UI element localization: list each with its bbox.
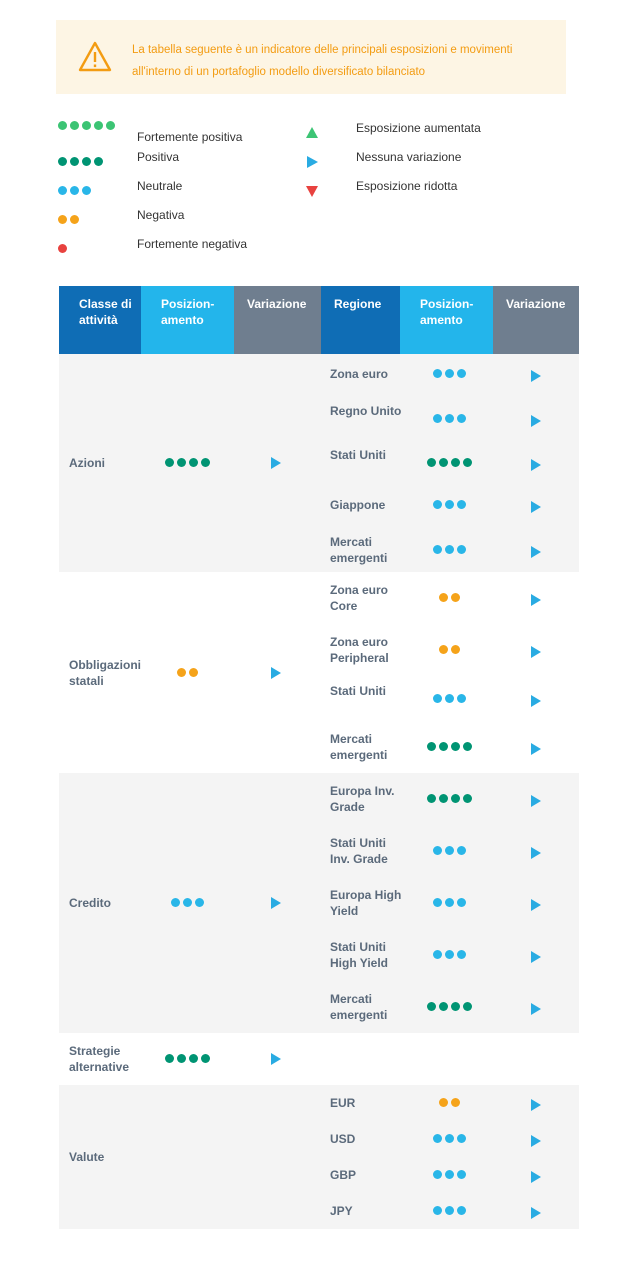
legend-label-positive: Positiva <box>137 150 180 164</box>
region-name: Zona euro <box>330 367 389 381</box>
region-name: Stati Uniti <box>330 683 386 698</box>
region-name: Stati Uniti Inv. Grade <box>330 836 388 866</box>
no-change-arrow-icon <box>531 646 541 658</box>
header-region-positioning: Posizion- amento <box>400 286 493 354</box>
no-change-arrow-icon <box>531 899 541 911</box>
region-name: Mercati emergenti <box>330 534 388 565</box>
no-change-arrow-icon <box>531 1171 541 1183</box>
header-asset-class: Classe di attività <box>59 286 141 354</box>
legend-label-decrease: Esposizione ridotta <box>356 179 458 193</box>
region-name: JPY <box>330 1204 353 1218</box>
region-positioning-dots <box>433 1134 466 1143</box>
region-positioning-dots <box>427 742 472 751</box>
region-positioning-dots <box>433 950 466 959</box>
region-positioning-dots <box>433 846 466 855</box>
legend-label-strong-negative: Fortemente negativa <box>137 237 248 251</box>
no-change-arrow-icon <box>531 1135 541 1147</box>
header-region: Regione <box>321 286 400 354</box>
info-notice <box>56 20 566 94</box>
warning-icon <box>78 40 112 74</box>
asset-group <box>59 354 579 572</box>
asset-group <box>59 773 579 1033</box>
asset-class-name: Azioni <box>69 456 105 470</box>
asset-class-name: Credito <box>69 896 111 910</box>
asset-group <box>59 1085 579 1229</box>
header-region-change: Variazione <box>493 286 579 354</box>
no-change-arrow-icon <box>531 594 541 606</box>
notice-text: La tabella seguente è un indicatore delle principali esposizioni e movimenti all'interno di un portafoglio modello diversificato bilanciato <box>132 44 513 78</box>
region-positioning-dots <box>433 545 466 554</box>
region-positioning-dots <box>427 458 472 467</box>
region-name: Zona euro Peripheral <box>330 635 389 665</box>
region-name: Mercati emergenti <box>330 732 388 762</box>
asset-positioning-dots <box>177 668 198 677</box>
region-positioning-dots <box>433 414 466 423</box>
asset-positioning-dots <box>165 1054 210 1063</box>
asset-positioning-dots <box>165 458 210 467</box>
region-name: Europa High Yield <box>330 888 402 918</box>
legend-dots-strong-positive <box>58 121 115 130</box>
region-name: Zona euro Core <box>330 583 389 613</box>
triangle-up-icon <box>305 126 319 140</box>
region-positioning-dots <box>433 1170 466 1179</box>
no-change-arrow-icon <box>531 1003 541 1015</box>
region-name: EUR <box>330 1096 356 1110</box>
legend-label-increase: Esposizione aumentata <box>356 121 481 135</box>
asset-group <box>59 1033 579 1085</box>
region-positioning-dots <box>433 500 466 509</box>
asset-class-name: Obbligazioni statali <box>69 657 141 688</box>
region-positioning-dots <box>433 1206 466 1215</box>
no-change-arrow-icon <box>531 370 541 382</box>
no-change-arrow-icon <box>531 1099 541 1111</box>
region-name: Mercati emergenti <box>330 992 388 1022</box>
no-change-arrow-icon <box>531 415 541 427</box>
region-name: Giappone <box>330 497 386 512</box>
header-change: Variazione <box>234 286 321 354</box>
region-positioning-dots <box>427 1002 472 1011</box>
no-change-arrow-icon <box>271 897 281 909</box>
region-positioning-dots <box>433 898 466 907</box>
region-name: Stati Uniti <box>330 448 386 462</box>
no-change-arrow-icon <box>531 743 541 755</box>
no-change-arrow-icon <box>531 501 541 513</box>
legend-dots-strong-negative <box>58 244 67 253</box>
legend-label-negative: Negativa <box>137 208 185 222</box>
region-positioning-dots <box>433 694 466 703</box>
region-positioning-dots <box>427 794 472 803</box>
asset-group <box>59 572 579 773</box>
legend-label-nochange: Nessuna variazione <box>356 150 462 164</box>
no-change-arrow-icon <box>531 695 541 707</box>
no-change-arrow-icon <box>531 795 541 807</box>
no-change-arrow-icon <box>531 951 541 963</box>
region-name: USD <box>330 1132 356 1146</box>
no-change-arrow-icon <box>271 667 281 679</box>
region-positioning-dots <box>439 645 460 654</box>
no-change-arrow-icon <box>531 546 541 558</box>
no-change-arrow-icon <box>531 459 541 471</box>
region-positioning-dots <box>439 593 460 602</box>
region-name: Stati Uniti High Yield <box>330 940 389 970</box>
legend-label-strong-positive: Fortemente positiva <box>137 130 243 144</box>
legend-dots-neutral <box>58 186 91 195</box>
legend-dots-negative <box>58 215 79 224</box>
legend-label-neutral: Neutrale <box>137 179 183 193</box>
asset-class-name: Valute <box>69 1150 105 1164</box>
asset-class-name: Strategie alternative <box>69 1044 130 1074</box>
legend-dots-positive <box>58 157 103 166</box>
triangle-right-icon <box>305 155 319 169</box>
region-name: Regno Unito <box>330 404 402 418</box>
region-positioning-dots <box>433 369 466 378</box>
no-change-arrow-icon <box>531 847 541 859</box>
region-name: Europa Inv. Grade <box>330 784 395 814</box>
no-change-arrow-icon <box>531 1207 541 1219</box>
region-name: GBP <box>330 1168 357 1182</box>
no-change-arrow-icon <box>271 1053 281 1065</box>
triangle-down-icon <box>305 184 319 198</box>
region-positioning-dots <box>439 1098 460 1107</box>
no-change-arrow-icon <box>271 457 281 469</box>
header-positioning: Posizion- amento <box>141 286 234 354</box>
asset-positioning-dots <box>171 898 204 907</box>
